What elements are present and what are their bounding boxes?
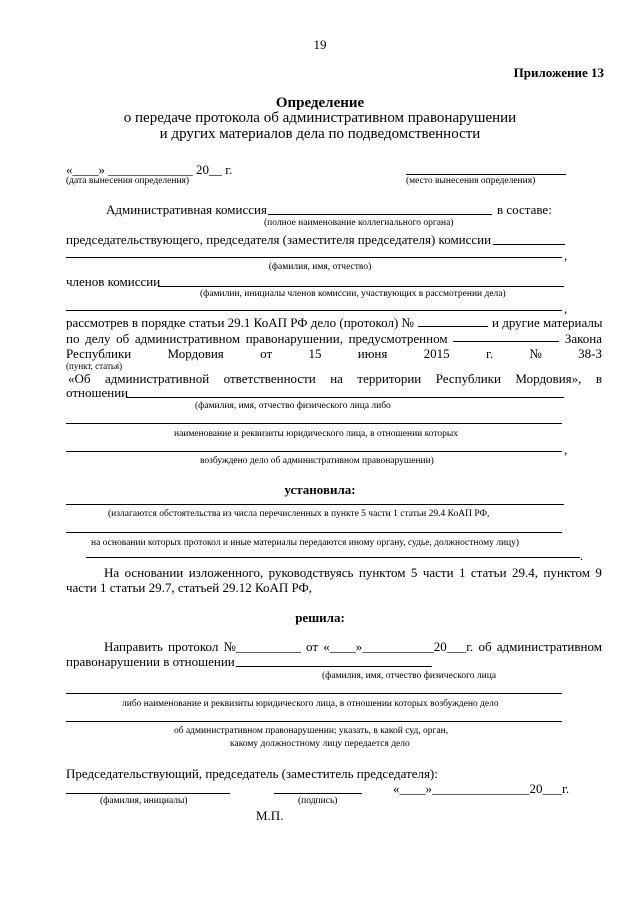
commission-suffix: в составе: bbox=[497, 202, 552, 217]
document-subtitle-line1: о передаче протокола об административном правонарушении bbox=[123, 110, 517, 126]
person-caption-2: наименование и реквизиты юридического лица, в отношении которых bbox=[174, 429, 459, 439]
established-heading: установила: bbox=[284, 482, 356, 497]
date-field: «____» _____________ 20__ г. bbox=[66, 162, 233, 177]
sign-date: «____»_______________20___г. bbox=[393, 781, 570, 796]
about-line: «Об административной ответственности на территории Республики Мордовия», в bbox=[68, 371, 602, 386]
person-caption-3: возбуждено дело об административном правонарушении) bbox=[200, 456, 434, 466]
initials-line bbox=[66, 793, 230, 794]
chair-second-line bbox=[66, 257, 562, 258]
period: . bbox=[580, 548, 584, 563]
established-line-1 bbox=[66, 504, 564, 505]
page-number: 19 bbox=[313, 37, 327, 52]
protocol-number-line bbox=[418, 326, 488, 327]
commission-line bbox=[268, 214, 492, 215]
comma: , bbox=[564, 248, 568, 263]
direct-line: Направить протокол №__________ от «____»___________20___г. об административном bbox=[104, 639, 602, 654]
members-label: членов комиссии bbox=[66, 274, 161, 289]
person-caption-1: (фамилия, имя, отчество физического лица либо bbox=[195, 401, 391, 411]
basis-line-2: части 1 статьи 29.7, статьей 29.12 КоАП РФ, bbox=[66, 580, 313, 595]
relation-line bbox=[126, 397, 564, 398]
fio-caption: (фамилия, имя, отчество) bbox=[268, 262, 372, 272]
signature-caption: (подпись) bbox=[298, 796, 338, 806]
direct-caption-4: какому должностному лицу передается дело bbox=[230, 739, 410, 749]
signature-line bbox=[274, 793, 362, 794]
members-second-line bbox=[66, 310, 562, 311]
considered-suffix: и другие материалы bbox=[492, 315, 603, 330]
appendix-label: Приложение 13 bbox=[513, 65, 604, 80]
commission-prefix: Административная комиссия bbox=[106, 202, 267, 217]
direct-caption-3: об административном правонарушении; указать, в какой суд, орган, bbox=[174, 726, 449, 736]
date-caption: (дата вынесения определения) bbox=[66, 176, 190, 186]
place-line bbox=[406, 174, 566, 175]
basis-line-1: На основании изложенного, руководствуясь пунктом 5 части 1 статьи 29.4, пунктом 9 bbox=[104, 565, 602, 580]
relation-label: отношении bbox=[66, 385, 129, 400]
chair-line: председательствующего, председателя (заместителя председателя) комиссии bbox=[66, 232, 492, 247]
person-line-2 bbox=[66, 423, 562, 424]
members-caption: (фамилии, инициалы членов комиссии, участвующих в рассмотрении дела) bbox=[200, 289, 506, 299]
decided-heading: решила: bbox=[295, 610, 345, 625]
established-caption-1: (излагаются обстоятельства из числа перечисленных в пункте 5 части 1 статьи 29.4 КоАП РФ, bbox=[108, 509, 490, 519]
initials-caption: (фамилия, инициалы) bbox=[100, 796, 188, 806]
comma: , bbox=[564, 442, 568, 457]
established-line-2 bbox=[66, 532, 562, 533]
article-caption: (пункт, статья) bbox=[66, 361, 123, 371]
direct-line-3 bbox=[66, 721, 562, 722]
document-title: Определение bbox=[275, 95, 365, 111]
members-line bbox=[158, 286, 564, 287]
direct-line-2 bbox=[66, 693, 562, 694]
case-line: по делу об административном правонарушении, предусмотренном Закона bbox=[66, 331, 602, 346]
direct-caption-1: (фамилия, имя, отчество физического лица bbox=[322, 671, 497, 681]
place-caption: (место вынесения определения) bbox=[406, 176, 536, 186]
stamp-label: М.П. bbox=[256, 808, 284, 823]
direct-relation-line bbox=[236, 666, 432, 667]
chair-blank bbox=[493, 244, 565, 245]
person-line-3 bbox=[66, 451, 562, 452]
established-line-3 bbox=[86, 557, 580, 558]
established-caption-2: на основании которых протокол и иные материалы передаются иному органу, судье, должностному лицу) bbox=[91, 538, 520, 548]
law-line: Республики Мордовия от 15 июня 2015 г. № 38-З bbox=[66, 346, 602, 361]
direct-relation-label: правонарушении в отношении bbox=[66, 654, 235, 669]
chair-signature-label: Председательствующий, председатель (заместитель председателя): bbox=[66, 766, 438, 781]
commission-caption: (полное наименование коллегиального органа) bbox=[264, 218, 454, 228]
considered-text: рассмотрев в порядке статьи 29.1 КоАП РФ дело (протокол) № bbox=[66, 315, 414, 330]
comma: , bbox=[564, 301, 568, 316]
document-subtitle-line2: и других материалов дела по подведомственности bbox=[159, 126, 481, 142]
direct-caption-2: либо наименование и реквизиты юридического лица, в отношении которых возбуждено дело bbox=[122, 699, 499, 709]
